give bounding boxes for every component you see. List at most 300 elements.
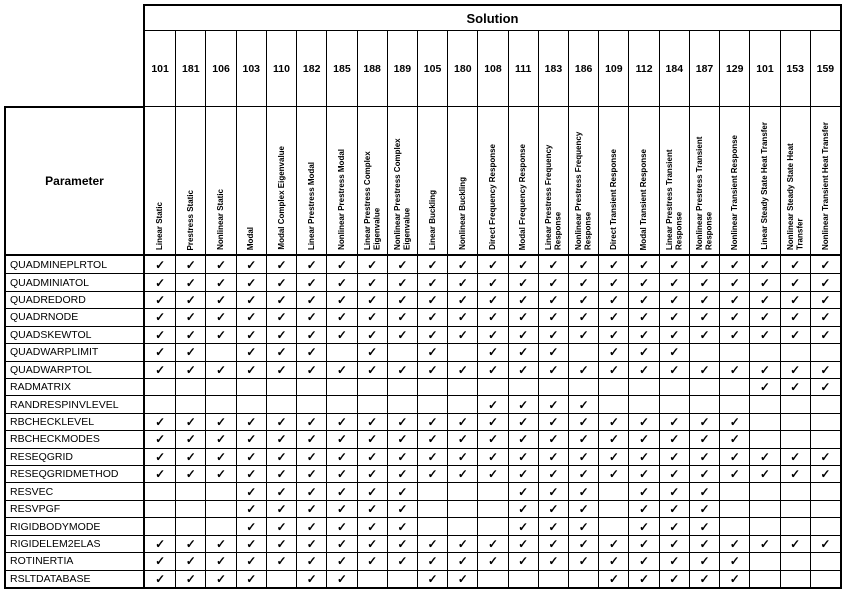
check-cell [357, 552, 387, 569]
check-icon: ✓ [367, 310, 378, 325]
check-icon: ✓ [639, 310, 650, 325]
solution-code-cell [266, 31, 296, 106]
check-icon: ✓ [669, 257, 680, 272]
check-cell [387, 291, 417, 308]
check-icon: ✓ [608, 432, 619, 447]
check-icon: ✓ [367, 275, 378, 290]
check-icon: ✓ [518, 345, 529, 360]
check-cell [508, 256, 538, 273]
check-cell [689, 430, 719, 447]
check-cell [568, 500, 598, 517]
solution-name: Modal Transient Response [639, 148, 649, 250]
check-cell [477, 413, 507, 430]
check-icon: ✓ [246, 467, 257, 482]
check-cell [387, 465, 417, 482]
check-cell [175, 413, 205, 430]
check-cell [296, 361, 326, 378]
check-icon: ✓ [608, 554, 619, 569]
check-cell [538, 256, 568, 273]
parameter-header-label: Parameter [45, 174, 104, 188]
check-grid [143, 256, 842, 589]
parameter-header-cell [4, 106, 143, 256]
check-cell [296, 256, 326, 273]
check-cell [659, 395, 689, 412]
check-icon: ✓ [155, 293, 166, 308]
check-cell [326, 430, 356, 447]
check-icon: ✓ [185, 327, 196, 342]
solution-name-cell [447, 107, 477, 254]
check-cell [538, 535, 568, 552]
check-cell [719, 448, 749, 465]
solution-code-cell [659, 31, 689, 106]
check-cell [236, 291, 266, 308]
check-cell [659, 308, 689, 325]
check-cell [810, 552, 840, 569]
check-cell [145, 361, 175, 378]
check-cell [326, 395, 356, 412]
check-cell [266, 326, 296, 343]
check-cell [659, 413, 689, 430]
check-cell [508, 395, 538, 412]
check-icon: ✓ [336, 414, 347, 429]
solution-code-cell [175, 31, 205, 106]
check-icon: ✓ [669, 554, 680, 569]
check-icon: ✓ [306, 345, 317, 360]
solution-name-cell [719, 107, 749, 254]
check-cell [417, 500, 447, 517]
check-cell [205, 378, 235, 395]
check-icon: ✓ [306, 275, 317, 290]
check-icon: ✓ [608, 345, 619, 360]
check-cell [749, 326, 779, 343]
check-cell [357, 395, 387, 412]
check-cell [810, 326, 840, 343]
check-cell [326, 413, 356, 430]
solution-code: 101 [151, 62, 169, 75]
check-icon: ✓ [790, 362, 801, 377]
check-icon: ✓ [276, 467, 287, 482]
check-cell [205, 448, 235, 465]
check-icon: ✓ [548, 327, 559, 342]
check-icon: ✓ [608, 536, 619, 551]
check-icon: ✓ [185, 432, 196, 447]
check-icon: ✓ [518, 310, 529, 325]
check-cell [205, 361, 235, 378]
check-icon: ✓ [669, 449, 680, 464]
solution-name-cell [598, 107, 628, 254]
check-icon: ✓ [669, 414, 680, 429]
check-cell [749, 570, 779, 587]
solution-names-row [143, 107, 842, 256]
check-icon: ✓ [155, 449, 166, 464]
check-icon: ✓ [518, 554, 529, 569]
check-cell [628, 448, 658, 465]
check-icon: ✓ [639, 519, 650, 534]
check-icon: ✓ [578, 432, 589, 447]
check-cell [387, 361, 417, 378]
check-icon: ✓ [548, 293, 559, 308]
check-cell [689, 552, 719, 569]
check-cell [538, 308, 568, 325]
check-cell [266, 517, 296, 534]
parameter-row [6, 343, 143, 360]
check-cell [477, 517, 507, 534]
solution-name: Modal Complex Eigenvalue [276, 146, 286, 250]
check-icon: ✓ [820, 327, 831, 342]
check-icon: ✓ [578, 414, 589, 429]
check-cell [357, 535, 387, 552]
check-icon: ✓ [548, 310, 559, 325]
check-icon: ✓ [306, 327, 317, 342]
parameter-row [6, 273, 143, 290]
check-cell [296, 535, 326, 552]
solution-code: 153 [786, 62, 804, 75]
check-cell [508, 326, 538, 343]
check-icon: ✓ [336, 484, 347, 499]
check-cell [477, 308, 507, 325]
solution-code: 129 [725, 62, 744, 75]
check-icon: ✓ [790, 449, 801, 464]
check-cell [598, 465, 628, 482]
parameter-row [6, 482, 143, 499]
solution-name-cell [689, 107, 719, 254]
check-icon: ✓ [669, 519, 680, 534]
check-cell [236, 448, 266, 465]
check-icon: ✓ [518, 432, 529, 447]
check-cell [266, 500, 296, 517]
check-cell [628, 535, 658, 552]
check-icon: ✓ [306, 362, 317, 377]
check-icon: ✓ [729, 571, 740, 586]
check-cell [477, 482, 507, 499]
check-cell [508, 500, 538, 517]
check-icon: ✓ [759, 257, 770, 272]
check-cell [447, 465, 477, 482]
check-icon: ✓ [246, 257, 257, 272]
check-cell [628, 361, 658, 378]
check-cell [236, 500, 266, 517]
check-icon: ✓ [548, 536, 559, 551]
check-icon: ✓ [185, 414, 196, 429]
check-icon: ✓ [699, 327, 710, 342]
check-cell [175, 570, 205, 587]
check-cell [266, 430, 296, 447]
solution-name-cell [266, 107, 296, 254]
check-cell [205, 291, 235, 308]
check-icon: ✓ [639, 275, 650, 290]
check-icon: ✓ [729, 449, 740, 464]
check-icon: ✓ [639, 449, 650, 464]
check-cell [175, 500, 205, 517]
check-cell [326, 256, 356, 273]
check-cell [417, 570, 447, 587]
check-cell [477, 343, 507, 360]
check-cell [598, 517, 628, 534]
check-cell [175, 256, 205, 273]
check-cell [689, 535, 719, 552]
check-cell [628, 430, 658, 447]
parameter-name: QUADWARPTOL [10, 363, 92, 376]
check-cell [266, 256, 296, 273]
check-cell [145, 482, 175, 499]
check-icon: ✓ [729, 467, 740, 482]
check-cell [749, 291, 779, 308]
check-icon: ✓ [639, 293, 650, 308]
check-icon: ✓ [367, 362, 378, 377]
check-icon: ✓ [548, 397, 559, 412]
check-icon: ✓ [729, 310, 740, 325]
check-cell [749, 256, 779, 273]
check-cell [357, 517, 387, 534]
check-icon: ✓ [518, 327, 529, 342]
check-icon: ✓ [427, 449, 438, 464]
check-icon: ✓ [820, 536, 831, 551]
solution-name-cell [205, 107, 235, 254]
check-cell [508, 291, 538, 308]
check-cell [387, 378, 417, 395]
check-cell [387, 326, 417, 343]
check-icon: ✓ [367, 414, 378, 429]
check-cell [387, 256, 417, 273]
check-cell [357, 482, 387, 499]
check-icon: ✓ [578, 519, 589, 534]
check-cell [568, 256, 598, 273]
check-cell [357, 326, 387, 343]
check-cell [689, 361, 719, 378]
check-icon: ✓ [427, 293, 438, 308]
check-cell [296, 291, 326, 308]
check-icon: ✓ [367, 467, 378, 482]
check-cell [447, 448, 477, 465]
check-icon: ✓ [367, 327, 378, 342]
check-cell [598, 430, 628, 447]
check-icon: ✓ [397, 536, 408, 551]
check-icon: ✓ [759, 310, 770, 325]
check-cell [145, 570, 175, 587]
check-cell [538, 326, 568, 343]
check-icon: ✓ [608, 414, 619, 429]
check-icon: ✓ [820, 467, 831, 482]
check-icon: ✓ [699, 362, 710, 377]
check-cell [326, 378, 356, 395]
check-icon: ✓ [185, 310, 196, 325]
check-cell [659, 343, 689, 360]
check-cell [266, 361, 296, 378]
check-icon: ✓ [729, 327, 740, 342]
check-cell [810, 413, 840, 430]
check-cell [387, 570, 417, 587]
check-cell [780, 517, 810, 534]
check-cell [175, 465, 205, 482]
check-cell [810, 256, 840, 273]
check-cell [508, 430, 538, 447]
check-icon: ✓ [518, 536, 529, 551]
check-cell [357, 465, 387, 482]
solution-code: 187 [695, 62, 714, 75]
solution-code: 185 [333, 62, 351, 75]
check-cell [780, 326, 810, 343]
check-icon: ✓ [487, 536, 499, 551]
check-cell [236, 465, 266, 482]
parameter-name: QUADRNODE [10, 311, 79, 324]
check-cell [719, 273, 749, 290]
solution-name-cell [357, 107, 387, 254]
check-cell [477, 430, 507, 447]
check-icon: ✓ [457, 554, 468, 569]
check-cell [749, 517, 779, 534]
check-cell [719, 500, 749, 517]
check-cell [749, 500, 779, 517]
check-icon: ✓ [427, 257, 438, 272]
solution-code: 181 [182, 62, 200, 75]
check-cell [719, 517, 749, 534]
check-cell [689, 273, 719, 290]
check-icon: ✓ [578, 397, 589, 412]
check-cell [357, 378, 387, 395]
check-icon: ✓ [487, 345, 499, 360]
check-icon: ✓ [276, 449, 287, 464]
check-cell [266, 378, 296, 395]
solution-name: Nonlinear Buckling [457, 177, 467, 250]
check-icon: ✓ [276, 536, 287, 551]
check-icon: ✓ [639, 502, 650, 517]
check-icon: ✓ [729, 257, 740, 272]
check-cell [719, 343, 749, 360]
check-icon: ✓ [155, 554, 166, 569]
check-cell [628, 395, 658, 412]
check-icon: ✓ [185, 293, 196, 308]
check-icon: ✓ [699, 310, 710, 325]
parameter-name: RADMATRIX [10, 381, 72, 394]
check-cell [357, 308, 387, 325]
solution-code-cell [236, 31, 266, 106]
check-icon: ✓ [246, 414, 257, 429]
check-icon: ✓ [367, 293, 378, 308]
check-cell [508, 517, 538, 534]
check-cell [296, 273, 326, 290]
check-icon: ✓ [548, 257, 559, 272]
check-cell [145, 343, 175, 360]
check-icon: ✓ [669, 345, 680, 360]
check-icon: ✓ [457, 362, 468, 377]
check-cell [296, 430, 326, 447]
check-cell [810, 343, 840, 360]
check-cell [145, 256, 175, 273]
check-cell [236, 273, 266, 290]
check-cell [145, 273, 175, 290]
check-cell [689, 500, 719, 517]
check-icon: ✓ [548, 362, 559, 377]
check-cell [598, 482, 628, 499]
check-cell [296, 570, 326, 587]
solution-name: Direct Frequency Response [488, 144, 498, 250]
check-icon: ✓ [336, 327, 347, 342]
solution-name: Nonlinear Transient Response [729, 134, 739, 250]
parameter-name: RESEQGRID [10, 450, 74, 463]
check-icon: ✓ [820, 310, 831, 325]
check-cell [266, 570, 296, 587]
check-icon: ✓ [759, 362, 770, 377]
check-cell [357, 273, 387, 290]
solution-name-cell [387, 107, 417, 254]
check-icon: ✓ [669, 536, 680, 551]
solution-name-cell [508, 107, 538, 254]
solution-name-cell [477, 107, 507, 254]
check-cell [598, 552, 628, 569]
parameter-row [6, 361, 143, 378]
solution-code-cell [810, 31, 840, 106]
check-icon: ✓ [336, 519, 347, 534]
parameter-name: RBCHECKMODES [10, 433, 100, 446]
solution-code: 103 [242, 62, 261, 75]
check-icon: ✓ [639, 554, 650, 569]
check-cell [387, 448, 417, 465]
parameter-name: ROTINERTIA [10, 555, 74, 568]
check-cell [145, 448, 175, 465]
parameter-row [6, 570, 143, 587]
check-cell [477, 291, 507, 308]
check-cell [417, 517, 447, 534]
check-cell [417, 256, 447, 273]
check-icon: ✓ [306, 257, 317, 272]
check-cell [508, 308, 538, 325]
check-cell [477, 273, 507, 290]
check-icon: ✓ [699, 554, 710, 569]
check-icon: ✓ [336, 432, 347, 447]
check-icon: ✓ [487, 310, 499, 325]
check-icon: ✓ [397, 257, 408, 272]
check-cell [296, 395, 326, 412]
check-cell [628, 343, 658, 360]
check-cell [447, 413, 477, 430]
check-cell [266, 448, 296, 465]
check-cell [417, 535, 447, 552]
check-icon: ✓ [548, 467, 559, 482]
check-icon: ✓ [155, 345, 166, 360]
check-icon: ✓ [397, 467, 408, 482]
check-icon: ✓ [216, 554, 227, 569]
solution-code: 111 [515, 62, 532, 75]
check-icon: ✓ [216, 536, 227, 551]
check-cell [205, 535, 235, 552]
check-icon: ✓ [216, 414, 227, 429]
solution-code-cell [598, 31, 628, 106]
check-cell [266, 395, 296, 412]
check-cell [810, 395, 840, 412]
check-cell [205, 500, 235, 517]
check-icon: ✓ [639, 345, 650, 360]
check-cell [659, 256, 689, 273]
check-cell [689, 570, 719, 587]
check-icon: ✓ [457, 310, 468, 325]
check-icon: ✓ [518, 414, 529, 429]
check-icon: ✓ [487, 432, 499, 447]
check-cell [387, 413, 417, 430]
check-icon: ✓ [639, 536, 650, 551]
solution-code: 183 [544, 62, 563, 75]
solution-name: Nonlinear Prestress Modal [337, 149, 347, 250]
check-cell [749, 273, 779, 290]
check-cell [387, 273, 417, 290]
check-icon: ✓ [246, 554, 257, 569]
check-cell [236, 535, 266, 552]
check-icon: ✓ [246, 275, 257, 290]
check-icon: ✓ [669, 310, 680, 325]
check-icon: ✓ [790, 257, 801, 272]
check-cell [568, 552, 598, 569]
check-cell [296, 465, 326, 482]
solution-code: 110 [272, 62, 290, 75]
